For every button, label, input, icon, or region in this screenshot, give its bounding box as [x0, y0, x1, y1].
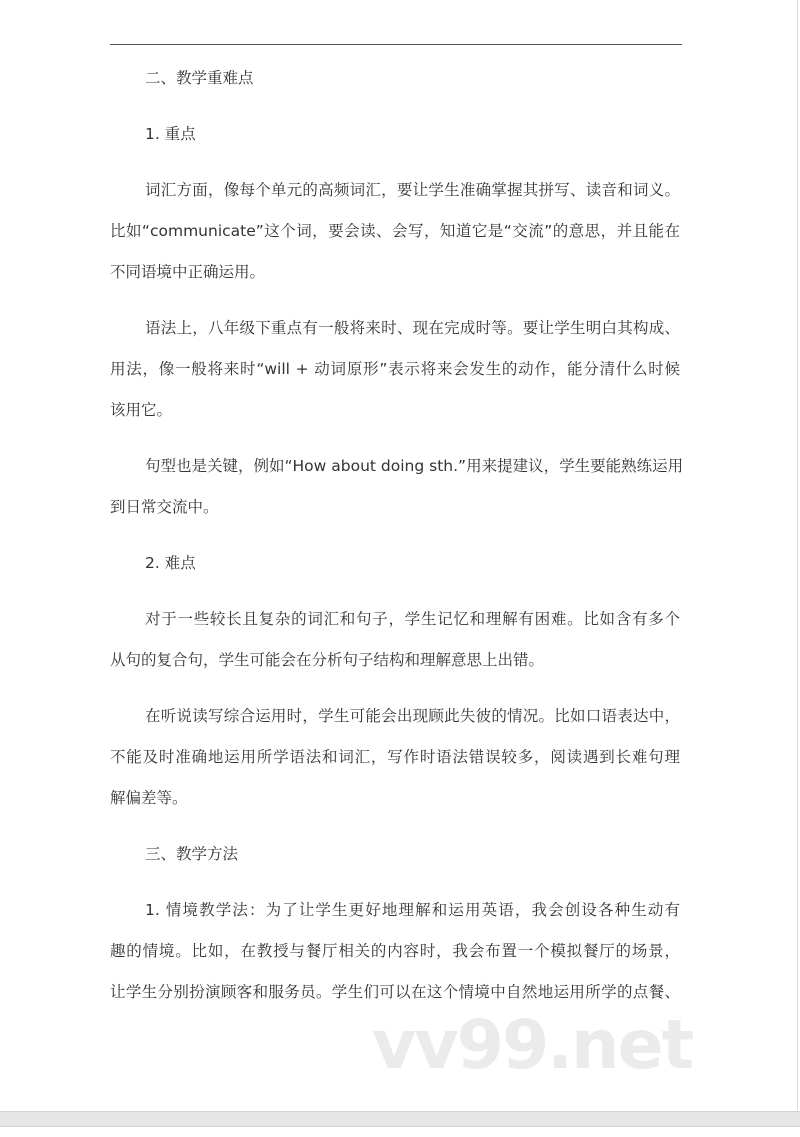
paragraph	[110, 176, 680, 299]
text-line: 不能及时准确地运用所学语法和词汇，写作时语法错误较多，阅读遇到长难句理	[110, 748, 680, 766]
section-heading	[110, 120, 680, 161]
paragraph	[110, 314, 680, 437]
header-rule	[110, 44, 682, 45]
section-heading	[110, 840, 680, 881]
section-heading	[110, 64, 680, 105]
text-line: 比如“communicate”这个词，要会读、会写，知道它是“交流”的意思，并且能在	[110, 222, 680, 240]
section-heading	[110, 549, 680, 590]
text-line: 对于一些较长且复杂的词汇和句子，学生记忆和理解有困难。比如含有多个	[145, 610, 680, 628]
page-separator	[0, 1111, 800, 1127]
text-line: 用法，像一般将来时“will + 动词原形”表示将来会发生的动作，能分清什么时候	[110, 360, 680, 378]
paragraph	[110, 702, 680, 825]
text-line: 三、教学方法	[145, 845, 239, 863]
text-line: 该用它。	[110, 401, 173, 419]
text-line: 1. 情境教学法：为了让学生更好地理解和运用英语，我会创设各种生动有	[145, 901, 680, 919]
paragraph	[110, 896, 680, 1019]
paragraph	[110, 452, 684, 534]
text-line: 从句的复合句，学生可能会在分析句子结构和理解意思上出错。	[110, 651, 545, 669]
text-line: 在听说读写综合运用时，学生可能会出现顾此失彼的情况。比如口语表达中，	[145, 707, 680, 725]
text-line: 词汇方面，像每个单元的高频词汇，要让学生准确掌握其拼写、读音和词义。	[145, 181, 680, 199]
document-body	[110, 64, 684, 1034]
text-line: 解偏差等。	[110, 789, 188, 807]
text-line: 1. 重点	[145, 125, 196, 143]
text-line: 二、教学重难点	[145, 69, 254, 87]
text-line: 让学生分别扮演顾客和服务员。学生们可以在这个情境中自然地运用所学的点餐、	[110, 983, 680, 1001]
text-line: 到日常交流中。	[110, 498, 219, 516]
text-line: 语法上，八年级下重点有一般将来时、现在完成时等。要让学生明白其构成、	[145, 319, 680, 337]
text-line: 句型也是关键，例如“How about doing sth.”用来提建议，学生要能熟练运用	[145, 457, 684, 475]
watermark: vv99.net	[372, 1006, 693, 1085]
text-line: 不同语境中正确运用。	[110, 263, 266, 281]
text-line: 趣的情境。比如，在教授与餐厅相关的内容时，我会布置一个模拟餐厅的场景，	[110, 942, 680, 960]
paragraph	[110, 605, 680, 687]
text-line: 2. 难点	[145, 554, 196, 572]
